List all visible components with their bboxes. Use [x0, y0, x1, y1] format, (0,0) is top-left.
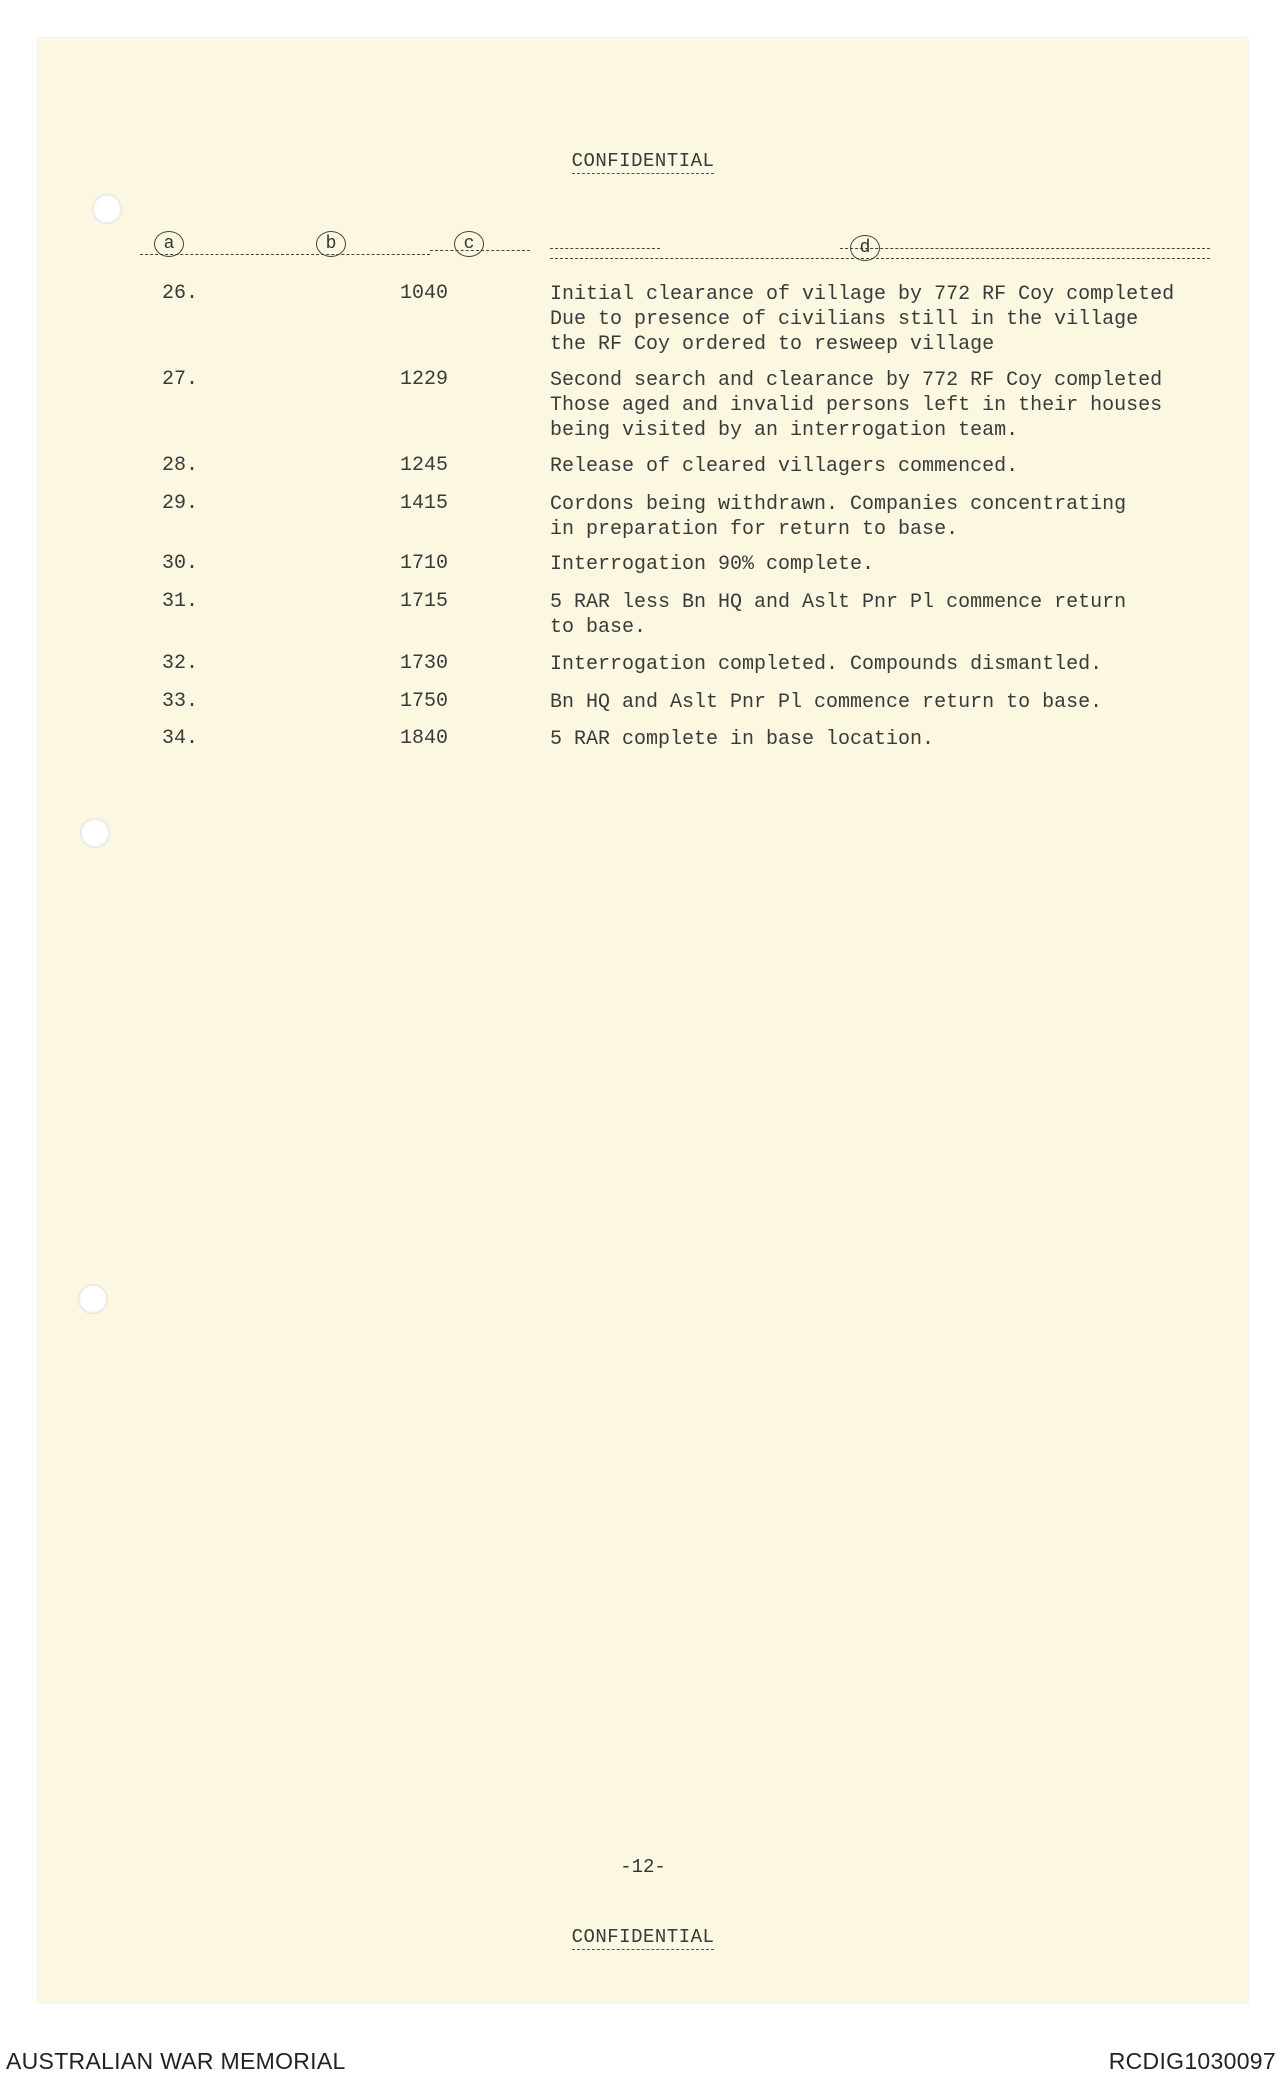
punch-hole-middle — [80, 818, 110, 848]
time-value: 1715 — [400, 590, 449, 613]
serial-number: 33. — [162, 690, 199, 713]
archive-watermark-left: AUSTRALIAN WAR MEMORIAL — [6, 2048, 346, 2074]
event-description: Initial clearance of village by 772 RF Coy completed Due to presence of civilians still in the village the RF Coy ordered to resweep village — [550, 283, 1175, 356]
serial-number: 29. — [162, 492, 199, 515]
column-header-b: b — [316, 231, 346, 257]
time-value: 1229 — [400, 368, 449, 391]
time-value: 1040 — [400, 282, 449, 305]
event-description: Second search and clearance by 772 RF Coy completed Those aged and invalid persons left in their houses being visited by an interrogation team. — [550, 369, 1163, 442]
document-page — [38, 38, 1248, 2003]
time-value: 1415 — [400, 492, 449, 515]
time-value: 1730 — [400, 652, 449, 675]
serial-number: 31. — [162, 590, 199, 613]
header-classification: CONFIDENTIAL — [571, 150, 715, 172]
serial-number: 34. — [162, 727, 199, 750]
page-number: -12- — [620, 1856, 666, 1878]
punch-hole-bottom — [78, 1284, 108, 1314]
event-description: Bn HQ and Aslt Pnr Pl commence return to base. — [550, 691, 1103, 714]
column-header-row — [140, 226, 1210, 266]
event-description: Cordons being withdrawn. Companies concentrating in preparation for return to base. — [550, 493, 1127, 541]
time-value: 1245 — [400, 454, 449, 477]
event-description: Interrogation 90% complete. — [550, 553, 875, 576]
event-description: 5 RAR complete in base location. — [550, 728, 935, 751]
punch-hole-top — [92, 194, 122, 224]
serial-number: 27. — [162, 368, 199, 391]
serial-number: 28. — [162, 454, 199, 477]
column-header-a: a — [154, 231, 184, 257]
event-description: Release of cleared villagers commenced. — [550, 455, 1019, 478]
column-header-d: d — [850, 235, 880, 261]
footer-classification: CONFIDENTIAL — [571, 1926, 715, 1948]
time-value: 1750 — [400, 690, 449, 713]
time-value: 1710 — [400, 552, 449, 575]
serial-number: 32. — [162, 652, 199, 675]
event-description: 5 RAR less Bn HQ and Aslt Pnr Pl commence return to base. — [550, 591, 1127, 639]
column-header-c: c — [454, 231, 484, 257]
archive-watermark-right: RCDIG1030097 — [1108, 2048, 1276, 2074]
event-description: Interrogation completed. Compounds dismantled. — [550, 653, 1103, 676]
time-value: 1840 — [400, 727, 449, 750]
serial-number: 26. — [162, 282, 199, 305]
serial-number: 30. — [162, 552, 199, 575]
